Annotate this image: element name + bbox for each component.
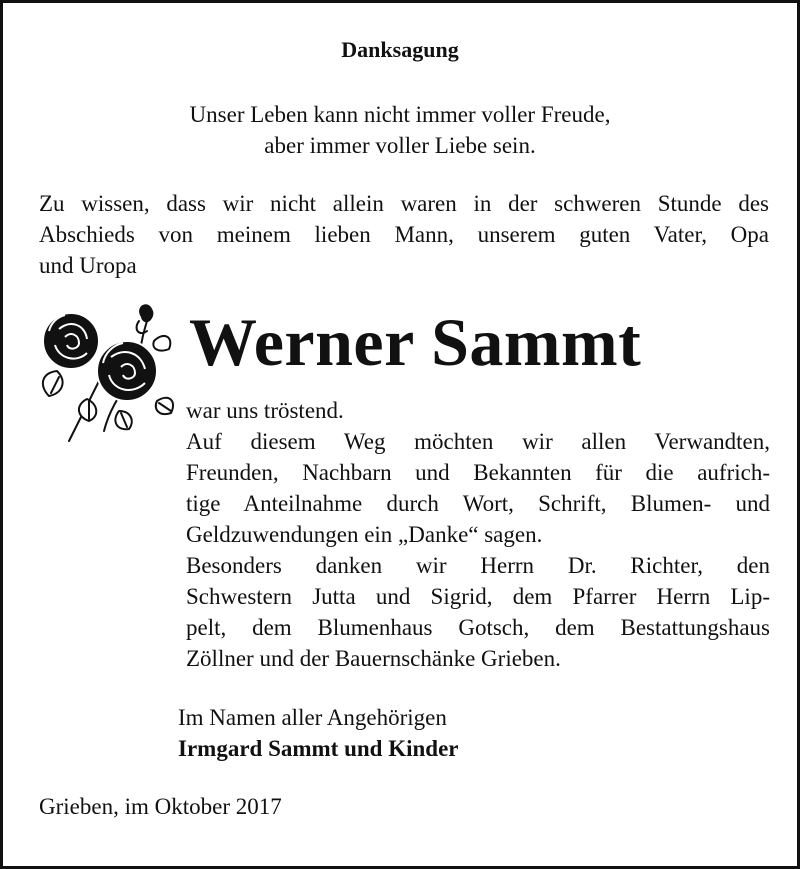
body-paragraph (186, 395, 770, 674)
heading: Danksagung (341, 37, 459, 62)
place-date: Grieben, im Oktober 2017 (39, 794, 282, 819)
intro-line: Abschieds von meinem lieben Mann, unserem guten Vater, Opa (39, 222, 769, 247)
body-line: Geldzuwendungen ein „Danke“ sagen. (186, 522, 543, 547)
body-line: Besonders danken wir Herrn Dr. Richter, den (186, 553, 770, 578)
signature (178, 702, 459, 764)
rose-icon (29, 301, 179, 451)
motto (3, 99, 797, 161)
body-line: tige Anteilnahme durch Wort, Schrift, Blumen- und (186, 491, 770, 516)
body-line: Auf diesem Weg möchten wir allen Verwandten, (186, 429, 770, 454)
body-line: war uns tröstend. (186, 398, 344, 423)
intro-line: Zu wissen, dass wir nicht allein waren in der schweren Stunde des (39, 191, 769, 216)
body-line: pelt, dem Blumenhaus Gotsch, dem Bestattungshaus (186, 615, 770, 640)
signature-line: Im Namen aller Angehörigen (178, 705, 447, 730)
body-line: Zöllner und der Bauernschänke Grieben. (186, 646, 561, 671)
intro-line: und Uropa (39, 253, 137, 278)
signature-names: Irmgard Sammt und Kinder (178, 736, 459, 761)
intro-paragraph (39, 188, 769, 281)
body-line: Schwestern Jutta und Sigrid, dem Pfarrer Herrn Lip- (186, 584, 770, 609)
deceased-name: Werner Sammt (189, 304, 642, 380)
motto-line: aber immer voller Liebe sein. (264, 133, 536, 158)
motto-line: Unser Leben kann nicht immer voller Freude, (189, 102, 611, 127)
body-line: Freunden, Nachbarn und Bekannten für die aufrich- (186, 460, 770, 485)
